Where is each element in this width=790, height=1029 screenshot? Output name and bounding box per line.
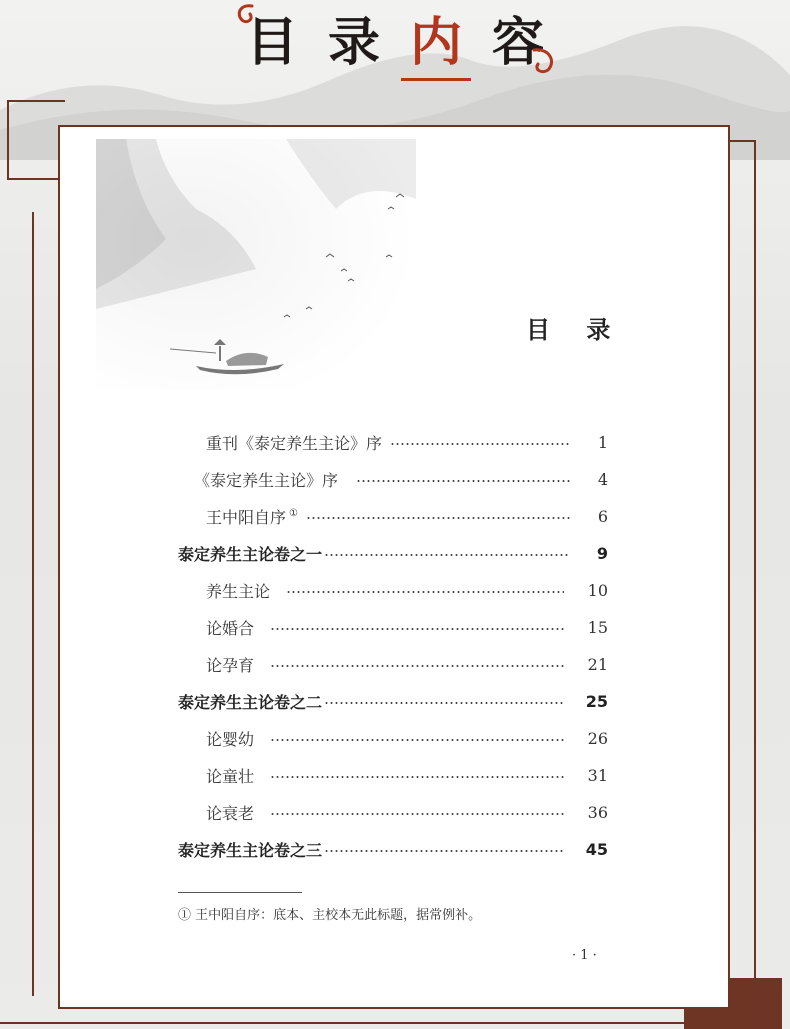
toc-row-page: 26 <box>587 728 608 748</box>
ink-landscape-illustration <box>96 139 416 389</box>
toc-row-label: 重刊《泰定养生主论》序 <box>206 433 383 453</box>
toc-heading: 目 录 <box>526 316 625 344</box>
toc-row[interactable] <box>206 650 608 678</box>
toc-row[interactable] <box>206 613 608 641</box>
frame-line-left <box>32 212 34 996</box>
dot-leader <box>356 480 570 482</box>
toc-row[interactable] <box>206 798 608 826</box>
dot-leader <box>324 554 570 556</box>
toc-row-page: 21 <box>587 654 608 674</box>
frame-corner-top-left <box>7 100 65 180</box>
dot-leader <box>390 443 570 445</box>
toc-row-page: 4 <box>597 469 608 489</box>
toc-row[interactable] <box>206 576 608 604</box>
toc-row[interactable] <box>206 428 608 456</box>
dot-leader <box>270 776 564 778</box>
toc-row-page: 6 <box>597 506 608 526</box>
toc-row-label: 《泰定养生主论》序 <box>194 470 339 490</box>
dot-leader <box>270 739 564 741</box>
frame-line-bottom <box>0 1022 700 1024</box>
swirl-ornament-left <box>232 2 260 28</box>
toc-row-volume[interactable] <box>178 687 608 715</box>
dot-leader <box>324 850 564 852</box>
banner-title <box>0 8 790 78</box>
toc-row-page: 15 <box>587 617 608 637</box>
banner-char: 目 <box>245 12 298 73</box>
toc-row-page: 45 <box>585 839 608 859</box>
toc-row-label: 泰定养生主论卷之一 <box>178 544 323 564</box>
toc-row-page: 36 <box>587 802 608 822</box>
toc-row-label: 论衰老 <box>206 803 255 823</box>
toc-row[interactable] <box>206 502 608 530</box>
banner-char-accent: 内 <box>405 17 467 69</box>
toc-row[interactable] <box>206 761 608 789</box>
toc-row-label: 论婚合 <box>206 618 255 638</box>
toc-row-label: 论童壮 <box>206 766 255 786</box>
dot-leader <box>324 702 564 704</box>
banner-char: 容 <box>491 12 544 73</box>
dot-leader <box>286 591 564 593</box>
dot-leader <box>270 628 564 630</box>
toc-row[interactable] <box>206 724 608 752</box>
toc-row-label: 泰定养生主论卷之三 <box>178 840 323 860</box>
toc-row-label: 养生主论 <box>206 581 271 601</box>
dot-leader <box>270 813 564 815</box>
toc-row-page: 10 <box>587 580 608 600</box>
swirl-ornament-right <box>528 44 558 76</box>
footnote-text: ① 王中阳自序：底本、主校本无此标题，据常例补。 <box>178 908 482 923</box>
toc-row-label <box>206 505 298 528</box>
page-number: · 1 · <box>572 948 597 963</box>
toc-row-volume[interactable] <box>178 539 608 567</box>
toc-row-label-text: 王中阳自序 <box>206 507 287 527</box>
toc-row-label: 泰定养生主论卷之二 <box>178 692 323 712</box>
toc-row-page: 25 <box>585 691 608 711</box>
footnote-marker[interactable]: ① <box>289 508 298 520</box>
banner-char: 录 <box>327 12 380 73</box>
toc-row-volume[interactable] <box>178 835 608 863</box>
toc-row-label: 论婴幼 <box>206 729 255 749</box>
dot-leader <box>270 665 564 667</box>
footnote-divider <box>178 892 302 893</box>
toc-row-page: 1 <box>597 432 608 452</box>
toc-row-label: 论孕育 <box>206 655 255 675</box>
toc-row-page: 31 <box>587 765 608 785</box>
toc-row-page: 9 <box>596 543 608 563</box>
book-page <box>58 125 730 1009</box>
dot-leader <box>306 517 570 519</box>
toc-row[interactable] <box>194 465 608 493</box>
